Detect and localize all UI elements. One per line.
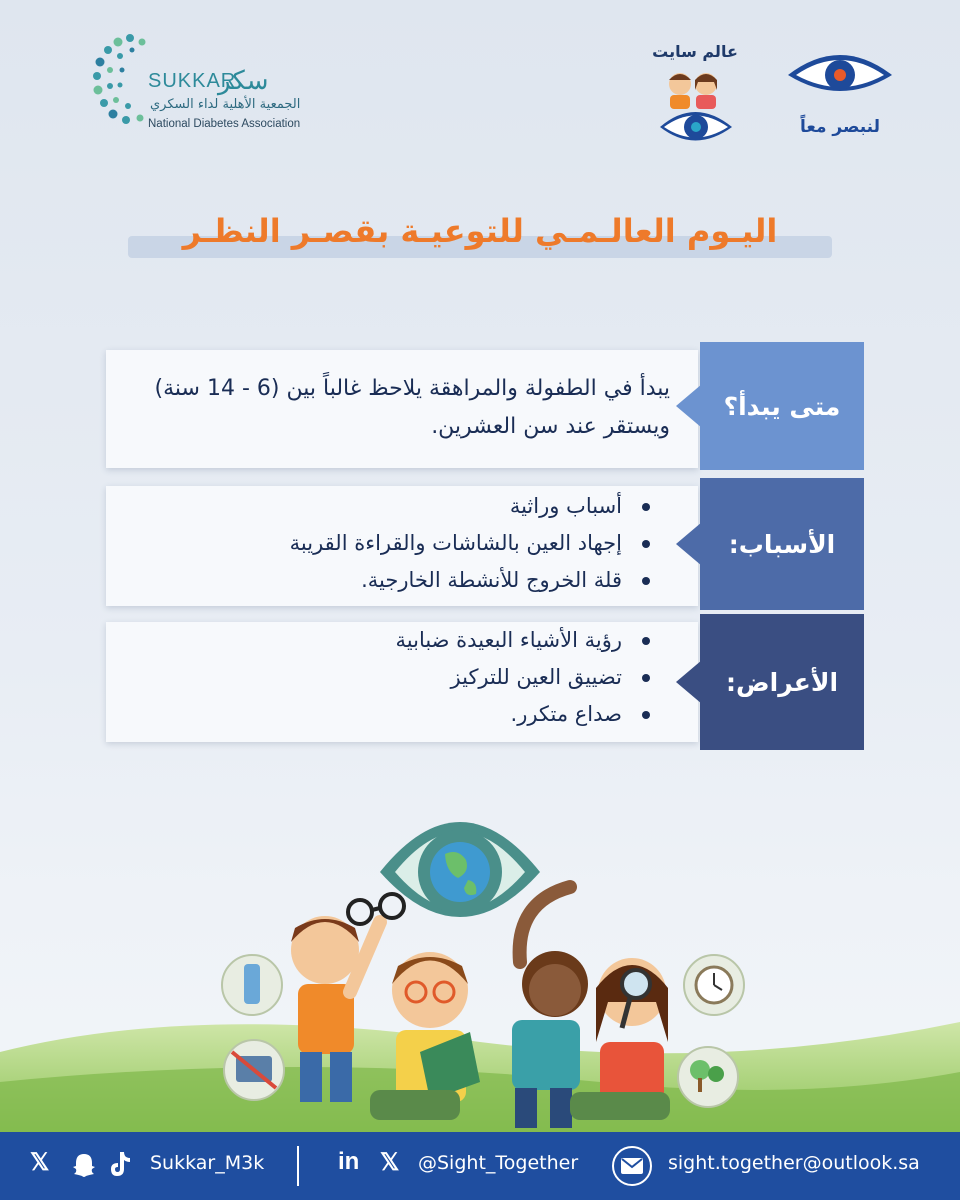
x-icon[interactable]: 𝕏 [380, 1149, 400, 1176]
kids-eye-icon [640, 62, 750, 152]
section-symptoms [106, 614, 864, 750]
start-card [106, 350, 698, 468]
linkedin-icon[interactable]: in [338, 1148, 360, 1175]
girl-reading [392, 952, 480, 1102]
symptoms-label: الأعراض: [700, 614, 864, 750]
symptoms-card [106, 622, 698, 742]
list-item: إجهاد العين بالشاشات والقراءة القريبة [138, 525, 658, 562]
symptoms-notch [676, 660, 702, 704]
sukkar-name-ar: سكر [218, 66, 269, 96]
list-item: تضييق العين للتركيز [138, 659, 658, 696]
list-item: أسباب وراثية [138, 488, 658, 525]
causes-list [138, 488, 658, 599]
mail-icon[interactable] [612, 1146, 652, 1186]
sukkar-subtitle-ar: الجمعية الأهلية لداء السكري [150, 97, 301, 112]
sight-world-title: عالم سايت [652, 42, 738, 61]
water-bottle-icon [222, 955, 282, 1015]
eye-icon [780, 45, 900, 115]
girl-magnifier [596, 958, 668, 1102]
divider [297, 1146, 299, 1186]
snapchat-icon[interactable] [72, 1152, 96, 1178]
causes-card [106, 486, 698, 606]
sukkar-subtitle-en: National Diabetes Association [148, 118, 301, 130]
list-item: صداع متكرر. [138, 696, 658, 733]
section-causes [106, 478, 864, 608]
causes-label: الأسباب: [700, 478, 864, 610]
causes-notch [676, 522, 702, 566]
start-label: متى يبدأ؟ [700, 342, 864, 470]
list-item: رؤية الأشياء البعيدة ضبابية [138, 622, 658, 659]
social-handle-sight[interactable]: @Sight_Together [418, 1152, 579, 1174]
trees-icon [678, 1047, 738, 1107]
see-together-text: لنبصر معاً [799, 117, 880, 137]
x-icon[interactable]: 𝕏 [30, 1149, 50, 1176]
see-together-logo [780, 45, 900, 145]
symptoms-list [138, 622, 658, 733]
page-title: اليـوم العالـمـي للتوعيـة بقصـر النظـر [182, 212, 778, 250]
email-address[interactable]: sight.together@outlook.sa [668, 1152, 920, 1174]
tiktok-icon[interactable] [108, 1150, 132, 1178]
start-text: يبدأ في الطفولة والمراهقة يلاحظ غالباً بين (6 - 14 سنة) ويستقر عند سن العشرين. [154, 376, 670, 439]
footer-bar [0, 1132, 960, 1200]
list-item: قلة الخروج للأنشطة الخارجية. [138, 562, 658, 599]
start-notch [676, 384, 702, 428]
section-start [106, 342, 864, 470]
kids-illustration [0, 752, 960, 1132]
no-screen-icon [224, 1040, 284, 1100]
clock-icon [684, 955, 744, 1015]
social-handle-sukkar[interactable]: Sukkar_M3k [150, 1152, 265, 1174]
sukkar-logo [90, 30, 320, 140]
sight-world-logo [640, 40, 750, 150]
sukkar-name-en: SUKKAR [148, 70, 237, 92]
